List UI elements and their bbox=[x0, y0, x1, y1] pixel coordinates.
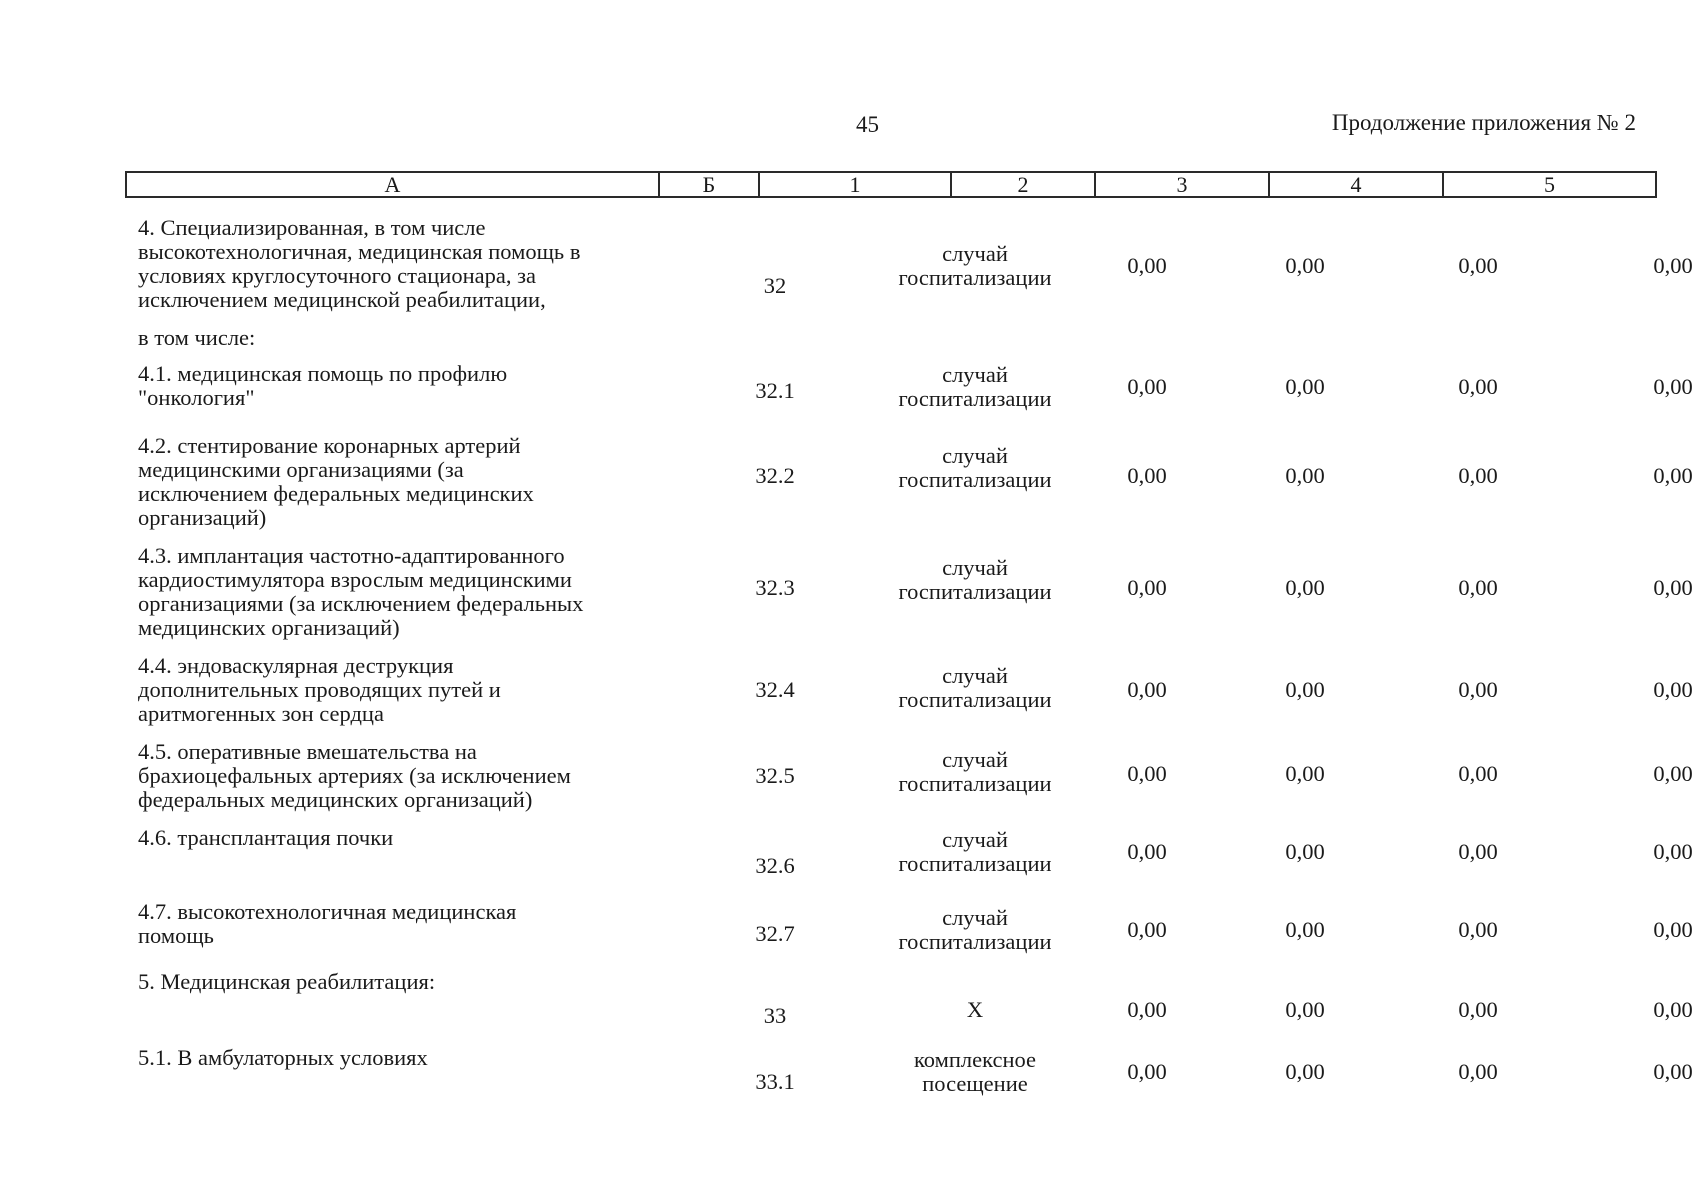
row-code: 32.4 bbox=[755, 677, 795, 702]
row-value-col2: 0,00 bbox=[1127, 917, 1167, 942]
row-value-col2: 0,00 bbox=[1127, 253, 1167, 278]
row-name: 4.6. трансплантация почки bbox=[138, 825, 394, 850]
column-header-3: 3 bbox=[1095, 172, 1269, 197]
row-name: 4.4. эндоваскулярная деструкция дополнительных проводящих путей и аритмогенных зон сердца bbox=[138, 653, 501, 726]
row-code: 32.1 bbox=[755, 378, 795, 403]
row-value-col5: 0,00 bbox=[1653, 917, 1693, 942]
row-value-col4: 0,00 bbox=[1458, 917, 1498, 942]
row-value-col5: 0,00 bbox=[1653, 677, 1693, 702]
page-number: 45 bbox=[856, 112, 879, 137]
row-value-col5: 0,00 bbox=[1653, 997, 1693, 1022]
row-value-col4: 0,00 bbox=[1458, 839, 1498, 864]
table-row bbox=[125, 215, 1693, 316]
row-value-col4: 0,00 bbox=[1458, 253, 1498, 278]
continuation-label: Продолжение приложения № 2 bbox=[1331, 110, 1636, 135]
table-row bbox=[125, 899, 1693, 960]
row-name: 4.1. медицинская помощь по профилю "онкология" bbox=[138, 361, 508, 410]
column-header-5: 5 bbox=[1443, 172, 1656, 197]
row-value-col4: 0,00 bbox=[1458, 463, 1498, 488]
table-row bbox=[125, 739, 1693, 816]
row-code: 33 bbox=[763, 1003, 787, 1028]
row-name: 4.2. стентирование коронарных артерий медицинскими организациями (за исключением федеральных медицинских организаций) bbox=[138, 433, 534, 530]
row-value-col2: 0,00 bbox=[1127, 374, 1167, 399]
table-row bbox=[125, 433, 1693, 534]
row-name: 4. Специализированная, в том числе высокотехнологичная, медицинская помощь в условиях круглосуточного стационара, за исключением медицинской реабилитации, bbox=[138, 215, 581, 312]
table-row bbox=[125, 653, 1693, 730]
row-value-col2: 0,00 bbox=[1127, 463, 1167, 488]
row-name-cell bbox=[138, 326, 778, 352]
row-value-col2: 0,00 bbox=[1127, 839, 1167, 864]
row-value-col5: 0,00 bbox=[1653, 839, 1693, 864]
row-value-col5: 0,00 bbox=[1653, 575, 1693, 600]
row-value-col2: 0,00 bbox=[1127, 761, 1167, 786]
row-name: 5. Медицинская реабилитация: bbox=[138, 969, 436, 994]
row-value-col2: 0,00 bbox=[1127, 677, 1167, 702]
row-unit: Х bbox=[966, 997, 984, 1022]
row-code: 32.3 bbox=[755, 575, 795, 600]
row-value-col5: 0,00 bbox=[1653, 761, 1693, 786]
table-row bbox=[125, 825, 1693, 886]
row-value-col3: 0,00 bbox=[1285, 1059, 1325, 1084]
row-name: 4.3. имплантация частотно-адаптированного кардиостимулятора взрослым медицинскими организациями (за исключением федеральных медицинских организаций) bbox=[138, 543, 584, 640]
row-unit: случай госпитализации bbox=[898, 443, 1052, 492]
row-unit: случай госпитализации bbox=[898, 555, 1052, 604]
column-header-b: Б bbox=[659, 172, 759, 197]
row-value-col3: 0,00 bbox=[1285, 463, 1325, 488]
row-unit: случай госпитализации bbox=[898, 241, 1052, 290]
column-header-a: А bbox=[126, 172, 659, 197]
row-value-col3: 0,00 bbox=[1285, 677, 1325, 702]
row-value-col4: 0,00 bbox=[1458, 997, 1498, 1022]
row-unit: случай госпитализации bbox=[898, 905, 1052, 954]
row-value-col3: 0,00 bbox=[1285, 575, 1325, 600]
table-header bbox=[125, 171, 1657, 198]
row-value-col3: 0,00 bbox=[1285, 917, 1325, 942]
row-value-col5: 0,00 bbox=[1653, 253, 1693, 278]
row-value-col4: 0,00 bbox=[1458, 761, 1498, 786]
row-code: 32.5 bbox=[755, 763, 795, 788]
row-name: 4.5. оперативные вмешательства на брахиоцефальных артериях (за исключением федеральных медицинских организаций) bbox=[138, 739, 571, 812]
row-value-col3: 0,00 bbox=[1285, 997, 1325, 1022]
row-code: 32.6 bbox=[755, 853, 795, 878]
row-name: в том числе: bbox=[138, 325, 256, 350]
row-value-col4: 0,00 bbox=[1458, 677, 1498, 702]
row-unit: случай госпитализации bbox=[898, 362, 1052, 411]
row-value-col2: 0,00 bbox=[1127, 1059, 1167, 1084]
row-name: 4.7. высокотехнологичная медицинская помощь bbox=[138, 899, 517, 948]
table-row bbox=[125, 361, 1693, 412]
row-value-col5: 0,00 bbox=[1653, 463, 1693, 488]
row-name: 5.1. В амбулаторных условиях bbox=[138, 1045, 428, 1070]
column-header-4: 4 bbox=[1269, 172, 1443, 197]
row-value-col2: 0,00 bbox=[1127, 575, 1167, 600]
row-value-col3: 0,00 bbox=[1285, 374, 1325, 399]
row-unit: комплексное посещение bbox=[913, 1047, 1036, 1096]
table-row bbox=[125, 326, 1655, 352]
row-value-col4: 0,00 bbox=[1458, 575, 1498, 600]
row-unit: случай госпитализации bbox=[898, 663, 1052, 712]
table-row bbox=[125, 1045, 1693, 1102]
row-value-col3: 0,00 bbox=[1285, 761, 1325, 786]
row-code: 32 bbox=[763, 273, 787, 298]
row-code: 32.2 bbox=[755, 463, 795, 488]
row-value-col2: 0,00 bbox=[1127, 997, 1167, 1022]
row-value-col4: 0,00 bbox=[1458, 374, 1498, 399]
row-unit: случай госпитализации bbox=[898, 827, 1052, 876]
column-header-1: 1 bbox=[759, 172, 951, 197]
row-code: 33.1 bbox=[755, 1069, 795, 1094]
table-row bbox=[125, 543, 1693, 644]
table-row bbox=[125, 969, 1693, 1030]
row-value-col4: 0,00 bbox=[1458, 1059, 1498, 1084]
row-value-col5: 0,00 bbox=[1653, 374, 1693, 399]
column-header-2: 2 bbox=[951, 172, 1095, 197]
row-value-col5: 0,00 bbox=[1653, 1059, 1693, 1084]
row-value-col3: 0,00 bbox=[1285, 253, 1325, 278]
row-unit: случай госпитализации bbox=[898, 747, 1052, 796]
row-value-col3: 0,00 bbox=[1285, 839, 1325, 864]
row-code: 32.7 bbox=[755, 921, 795, 946]
